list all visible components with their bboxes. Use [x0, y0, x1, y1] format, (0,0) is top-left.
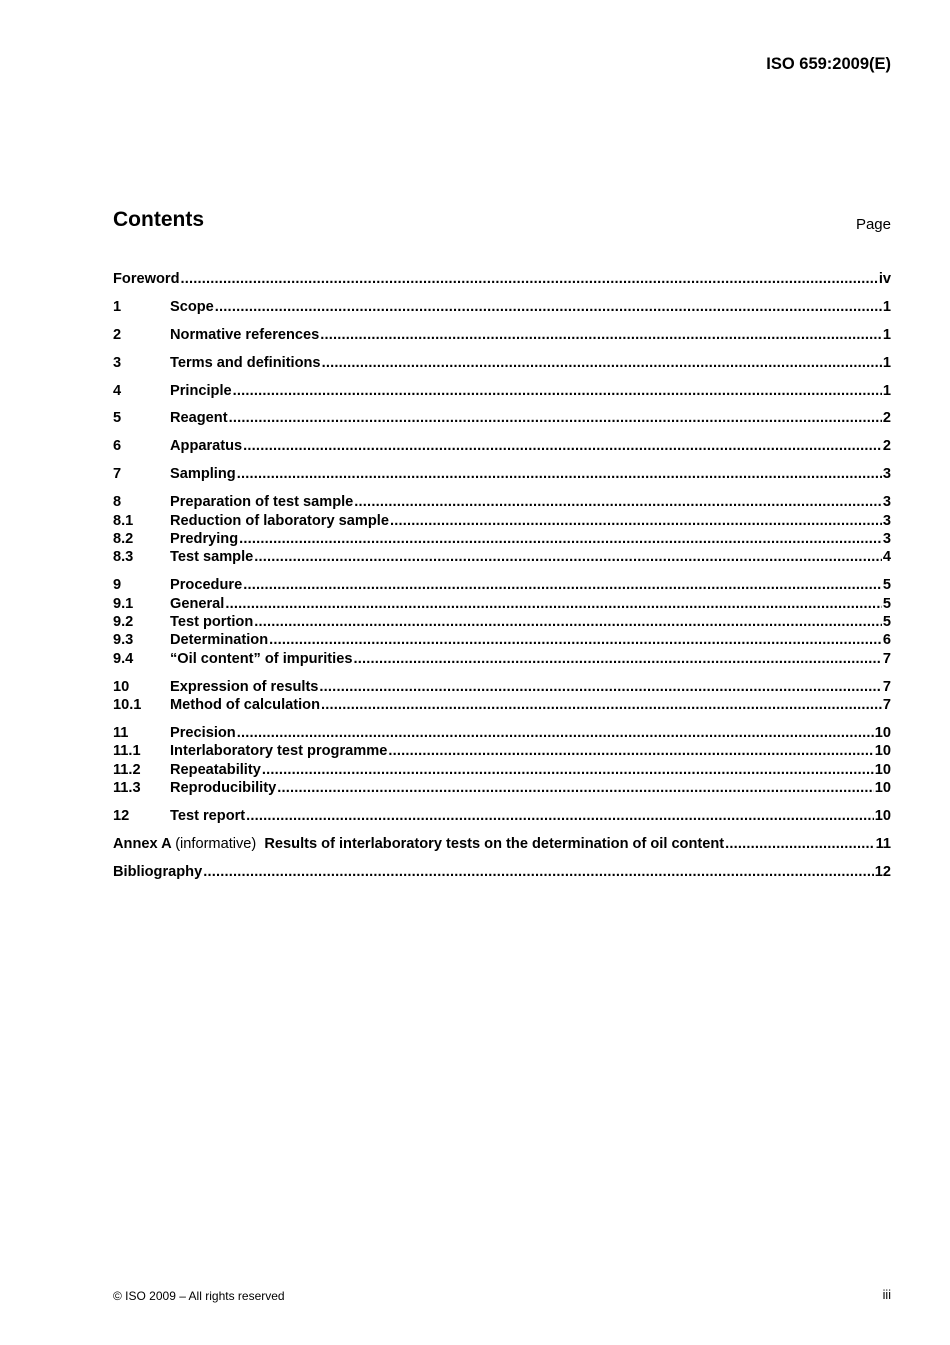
toc-page-number: 3: [882, 466, 891, 483]
toc-entry-title: Test sample: [170, 549, 254, 566]
leader-dots: [320, 326, 882, 344]
toc-entry[interactable]: [113, 678, 891, 696]
toc-entry[interactable]: [113, 650, 891, 668]
toc-page-number: 3: [882, 530, 891, 547]
toc-entry[interactable]: [113, 595, 891, 613]
toc-entry[interactable]: [113, 742, 891, 760]
toc-entry-title: Reproducibility: [170, 780, 277, 797]
leader-dots: [225, 595, 882, 613]
toc-entry-number: 12: [113, 807, 130, 824]
toc-entry-number: 8.2: [113, 530, 134, 547]
toc-entry-number: 9.1: [113, 595, 134, 612]
toc-entry-title: “Oil content” of impurities: [170, 650, 353, 667]
toc-entry-number: 8.1: [113, 512, 134, 529]
leader-dots: [725, 835, 874, 853]
toc-entry-title: Preparation of test sample: [170, 494, 354, 511]
toc-entry-title: Test report: [170, 807, 246, 824]
leader-dots: [321, 696, 882, 714]
toc-entry[interactable]: [113, 530, 891, 548]
leader-dots: [233, 382, 882, 400]
toc-entry-title: Determination: [170, 632, 269, 649]
leader-dots: [229, 409, 882, 427]
toc-entry-number: 11.3: [113, 780, 141, 797]
toc-entry-title: Interlaboratory test programme: [170, 743, 388, 760]
toc-page-number: iv: [878, 271, 891, 287]
toc-entry-annex-a[interactable]: [113, 835, 891, 853]
toc-entry-number: 6: [113, 438, 122, 455]
leader-dots: [353, 650, 881, 668]
copyright-notice: © ISO 2009 – All rights reserved: [113, 1289, 285, 1303]
toc-page-number: 7: [882, 697, 891, 714]
toc-page-number: 2: [882, 438, 891, 455]
toc-page-number: 7: [882, 678, 891, 695]
toc-entry[interactable]: [113, 382, 891, 400]
toc-entry[interactable]: [113, 779, 891, 797]
toc-entry-title: Precision: [170, 724, 236, 741]
toc-entry-title: Reduction of laboratory sample: [170, 512, 389, 529]
annex-type: (informative): [175, 835, 257, 852]
toc-entry[interactable]: [113, 354, 891, 372]
toc-entry-number: 4: [113, 382, 122, 399]
toc-entry[interactable]: [113, 493, 891, 511]
toc-entry-number: 9.2: [113, 613, 134, 630]
toc-entry-title: Foreword: [113, 271, 180, 287]
leader-dots: [319, 678, 881, 696]
toc-page-number: 4: [882, 549, 891, 566]
toc-page-number: 1: [882, 326, 891, 343]
leader-dots: [254, 613, 882, 631]
toc-page-number: 10: [874, 761, 891, 778]
toc-entry-title: Sampling: [170, 466, 236, 483]
leader-dots: [243, 576, 882, 594]
leader-dots: [237, 724, 874, 742]
contents-heading: Contents: [113, 208, 204, 231]
toc-entry[interactable]: [113, 298, 891, 316]
toc-entry[interactable]: [113, 465, 891, 483]
leader-dots: [254, 548, 882, 566]
toc-entry-number: 2: [113, 326, 122, 343]
toc-entry-title: Scope: [170, 298, 214, 315]
page-column-label: Page: [855, 216, 891, 233]
leader-dots: [354, 493, 882, 511]
toc-page-number: 5: [882, 577, 891, 594]
leader-dots: [269, 631, 882, 649]
toc-entry-number: 8.3: [113, 549, 134, 566]
leader-dots: [239, 530, 882, 548]
leader-dots: [277, 779, 874, 797]
toc-entry[interactable]: [113, 696, 891, 714]
toc-entry-number: 5: [113, 410, 122, 427]
toc-page-number: 10: [874, 724, 891, 741]
toc-entry-title: Normative references: [170, 326, 320, 343]
toc-entry-title: General: [170, 595, 225, 612]
leader-dots: [390, 512, 882, 530]
leader-dots: [322, 354, 882, 372]
toc-entry-number: 9.3: [113, 632, 134, 649]
toc-entry-title: Repeatability: [170, 761, 261, 778]
toc-page-number: 6: [882, 632, 891, 649]
toc-page-number: 1: [882, 354, 891, 371]
toc-entry[interactable]: [113, 326, 891, 344]
toc-entry-title: Bibliography: [113, 863, 203, 880]
toc-entry[interactable]: [113, 512, 891, 530]
annex-title: Results of interlaboratory tests on the determination of oil content: [264, 835, 725, 852]
toc-entry-number: 3: [113, 354, 122, 371]
toc-page-number: 10: [874, 743, 891, 760]
toc-entry-number: 9.4: [113, 650, 134, 667]
toc-page-number: 5: [882, 613, 891, 630]
toc-entry-title: Method of calculation: [170, 697, 320, 714]
toc-entry[interactable]: [113, 409, 891, 427]
toc-entry-bibliography[interactable]: [113, 863, 891, 881]
toc-entry-number: 9: [113, 577, 122, 594]
toc-entry[interactable]: [113, 724, 891, 742]
toc-entry-title: Terms and definitions: [170, 354, 321, 371]
leader-dots: [180, 270, 877, 288]
document-id: ISO 659:2009(E): [766, 55, 891, 73]
toc-entry-title: Test portion: [170, 613, 254, 630]
toc-entry[interactable]: [113, 437, 891, 455]
toc-page-number: 10: [874, 807, 891, 824]
toc-page-number: 3: [882, 512, 891, 529]
toc-page-number: 10: [874, 780, 891, 797]
toc-entry[interactable]: [113, 548, 891, 566]
toc-entry-number: 8: [113, 494, 122, 511]
leader-dots: [246, 807, 874, 825]
toc-entry-title: Reagent: [170, 410, 228, 427]
toc-entry-number: 10.1: [113, 697, 142, 714]
toc-entry-title: Predrying: [170, 530, 239, 547]
leader-dots: [243, 437, 882, 455]
toc-entry-number: 10: [113, 678, 130, 695]
toc-entry[interactable]: [113, 613, 891, 631]
toc-entry-number: 11.1: [113, 743, 141, 760]
toc-entry[interactable]: [113, 270, 891, 288]
toc-page-number: 12: [874, 863, 891, 880]
leader-dots: [203, 863, 874, 881]
toc-page-number: 2: [882, 410, 891, 427]
footer-page-number: iii: [882, 1288, 891, 1302]
table-of-contents: [113, 270, 891, 881]
leader-dots: [237, 465, 882, 483]
toc-page-number: 1: [882, 382, 891, 399]
toc-entry-title: Principle: [170, 382, 232, 399]
toc-entry-title: Apparatus: [170, 438, 243, 455]
toc-page-number: 1: [882, 298, 891, 315]
leader-dots: [215, 298, 882, 316]
toc-entry-number: 7: [113, 466, 122, 483]
toc-entry[interactable]: [113, 631, 891, 649]
toc-page-number: 7: [882, 650, 891, 667]
toc-entry-number: 11.2: [113, 761, 141, 778]
toc-entry-title: Procedure: [170, 577, 243, 594]
toc-entry[interactable]: [113, 761, 891, 779]
toc-entry-number: 11: [113, 724, 129, 741]
toc-page-number: 3: [882, 494, 891, 511]
toc-entry-title: Expression of results: [170, 678, 319, 695]
toc-entry[interactable]: [113, 576, 891, 594]
toc-entry[interactable]: [113, 807, 891, 825]
leader-dots: [388, 742, 873, 760]
annex-label: Annex A: [113, 835, 172, 852]
toc-page-number: 5: [882, 595, 891, 612]
toc-page-number: 11: [875, 835, 891, 852]
leader-dots: [262, 761, 874, 779]
toc-entry-number: 1: [113, 298, 122, 315]
